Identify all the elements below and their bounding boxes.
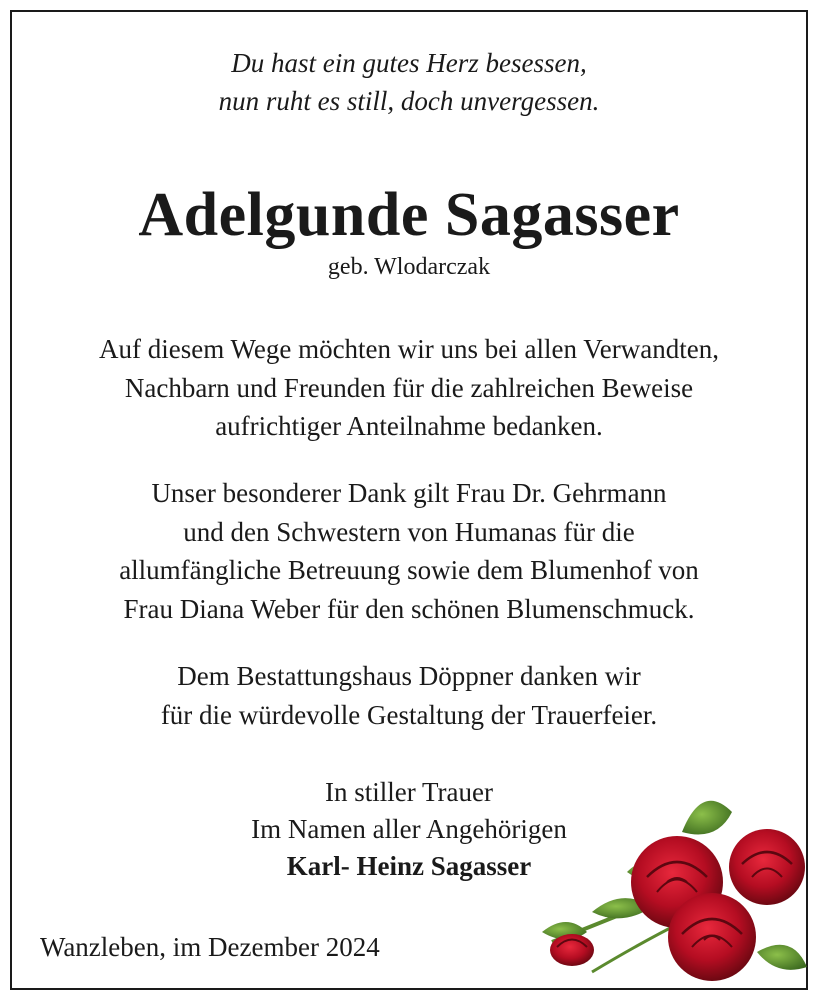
obituary-frame [10,10,808,990]
thanks-paragraph-1 [12,330,806,446]
deceased-name: Adelgunde Sagasser [138,181,680,249]
signer-name: Karl- Heinz Sagasser [286,851,532,881]
red-roses-image [532,782,810,988]
text-line: Unser besonderer Dank gilt Frau Dr. Gehrmann [151,478,667,508]
signature-line-2: Im Namen aller Angehörigen [251,814,567,844]
text-line: Auf diesem Wege möchten wir uns bei allen Verwandten, [99,334,719,364]
text-line: und den Schwestern von Humanas für die [183,516,635,547]
text-line: Dem Bestattungshaus Döppner danken wir [177,661,641,691]
place-date: Wanzleben, im Dezember 2024 [40,932,380,962]
text-line: Frau Diana Weber für den schönen Blumenschmuck. [123,593,695,624]
text-line: allumfängliche Betreuung sowie dem Blumenhof von [119,555,699,585]
birth-name: geb. Wlodarczak [327,254,491,280]
verse-line-2: nun ruht es still, doch unvergessen. [218,86,600,116]
text-line: Nachbarn und Freunden für die zahlreichen Beweise [124,372,694,403]
signature-line-1: In stiller Trauer [325,777,493,807]
text-line: aufrichtiger Anteilnahme bedanken. [215,411,603,441]
thanks-paragraph-2 [12,474,806,628]
memorial-verse [12,44,806,120]
thanks-paragraph-3 [12,657,806,734]
verse-line-1: Du hast ein gutes Herz besessen, [231,48,587,78]
text-line: für die würdevolle Gestaltung der Trauerfeier. [160,699,658,730]
